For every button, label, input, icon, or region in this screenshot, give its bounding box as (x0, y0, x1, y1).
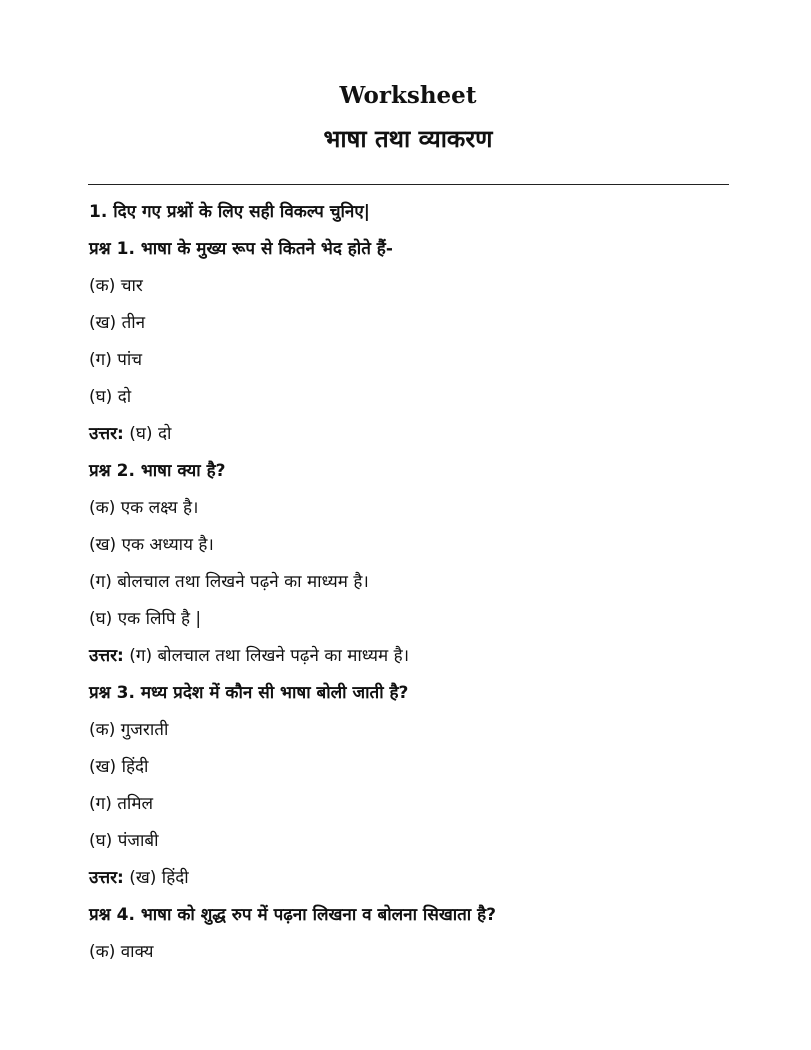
answer-label: उत्तर: (89, 424, 124, 444)
page-subtitle: भाषा तथा व्याकरण (323, 125, 493, 153)
question-1-option-d: (घ) दो (89, 387, 132, 407)
worksheet-body (89, 194, 769, 971)
question-2-answer (89, 638, 769, 675)
question-2-option-b: (ख) एक अध्याय है। (89, 535, 214, 555)
question-1-option-b: (ख) तीन (89, 313, 146, 333)
question-3-option-a: (क) गुजराती (89, 720, 169, 740)
question-1-option-a: (क) चार (89, 276, 143, 296)
question-4-prompt: प्रश्न 4. भाषा को शुद्ध रुप में पढ़ना लिखना व बोलना सिखाता है? (89, 905, 497, 925)
answer-value: (ग) बोलचाल तथा लिखने पढ़ने का माध्यम है। (129, 646, 410, 666)
question-2-option-c: (ग) बोलचाल तथा लिखने पढ़ने का माध्यम है। (89, 572, 369, 592)
divider (88, 184, 729, 185)
question-1-answer (89, 416, 769, 453)
answer-label: उत्तर: (89, 646, 124, 666)
question-1-option-c: (ग) पांच (89, 350, 143, 370)
question-2-option-a: (क) एक लक्ष्य है। (89, 498, 199, 518)
answer-value: (ख) हिंदी (129, 868, 189, 888)
question-3-option-d: (घ) पंजाबी (89, 831, 159, 851)
question-3-prompt: प्रश्न 3. मध्य प्रदेश में कौन सी भाषा बोली जाती है? (89, 683, 409, 703)
answer-value: (घ) दो (129, 424, 172, 444)
question-2-prompt: प्रश्न 2. भाषा क्या है? (89, 461, 226, 481)
question-3-option-b: (ख) हिंदी (89, 757, 149, 777)
page-title: Worksheet (339, 82, 477, 109)
question-4-option-a: (क) वाक्य (89, 942, 154, 962)
question-3-answer (89, 860, 769, 897)
question-2-option-d: (घ) एक लिपि है | (89, 609, 202, 629)
question-3-option-c: (ग) तमिल (89, 794, 154, 814)
section-instruction: 1. दिए गए प्रश्नों के लिए सही विकल्प चुनिए| (89, 202, 370, 222)
answer-label: उत्तर: (89, 868, 124, 888)
question-1-prompt: प्रश्न 1. भाषा के मुख्य रूप से कितने भेद होते हैं- (89, 239, 393, 259)
